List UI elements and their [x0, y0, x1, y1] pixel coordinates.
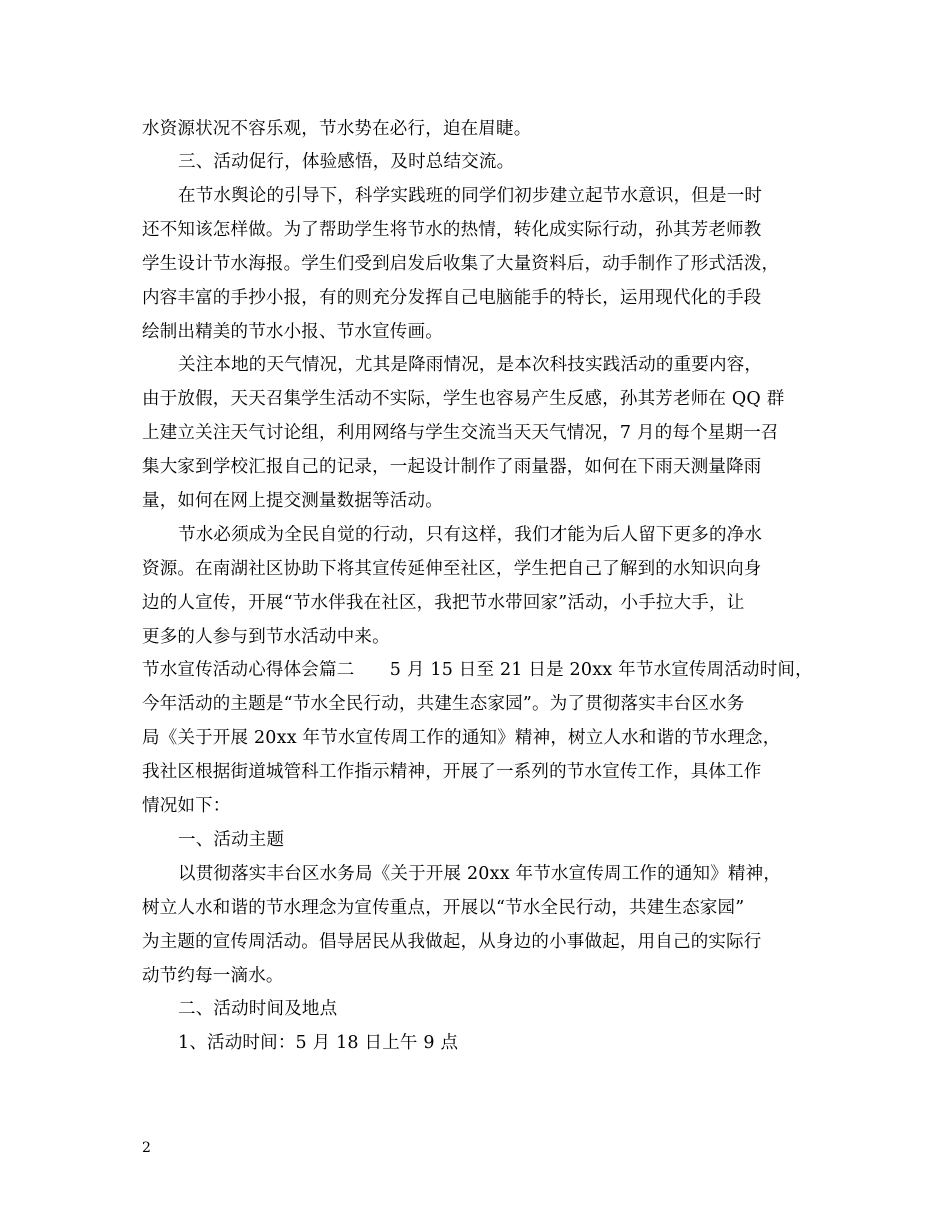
section-heading: 二、活动时间及地点 [178, 999, 338, 1019]
text-line: 树立人水和谐的节水理念为宣传重点，开展以“节水全民行动，共建生态家园” [142, 898, 745, 918]
text-line: 今年活动的主题是“节水全民行动，共建生态家园”。为了贯彻落实丰台区水务 [142, 694, 745, 714]
text-line: 资源。在南湖社区协助下将其宣传延伸至社区，学生把自己了解到的水知识向身 [142, 559, 762, 579]
text-line: 还不知该怎样做。为了帮助学生将节水的热情，转化成实际行动，孙其芳老师教 [142, 220, 762, 240]
text-line: 由于放假，天天召集学生活动不实际，学生也容易产生反感，孙其芳老师在 QQ 群 [142, 389, 785, 409]
text-line: 动节约每一滴水。 [142, 966, 284, 986]
text-line: 内容丰富的手抄小报，有的则充分发挥自己电脑能手的特长，运用现代化的手段 [142, 288, 762, 308]
text-line: 量，如何在网上提交测量数据等活动。 [142, 491, 443, 511]
text-line: 集大家到学校汇报自己的记录，一起设计制作了雨量器，如何在下雨天测量降雨 [142, 457, 762, 477]
page-number: 2 [142, 1140, 151, 1156]
text-line: 局《关于开展 20xx 年节水宣传周工作的通知》精神，树立人水和谐的节水理念， [142, 728, 781, 748]
text-line: 学生设计节水海报。学生们受到启发后收集了大量资料后，动手制作了形式活泼， [142, 254, 780, 274]
text-line: 情况如下： [142, 796, 231, 816]
text-line: 边的人宣传，开展“节水伴我在社区，我把节水带回家”活动，小手拉大手，让 [142, 593, 745, 613]
text-line: 水资源状况不容乐观，节水势在必行，迫在眉睫。 [142, 119, 532, 139]
text-line: 关注本地的天气情况，尤其是降雨情况，是本次科技实践活动的重要内容， [178, 355, 763, 375]
list-item: 1、活动时间：5 月 18 日上午 9 点 [178, 1033, 459, 1053]
text-line: 节水必须成为全民自觉的行动，只有这样，我们才能为后人留下更多的净水 [178, 525, 763, 545]
section-heading: 三、活动促行，体验感悟，及时总结交流。 [178, 152, 515, 172]
text-line: 更多的人参与到节水活动中来。 [142, 627, 390, 647]
section-heading: 一、活动主题 [178, 830, 285, 850]
text-line: 上建立关注天气讨论组，利用网络与学生交流当天天气情况，7 月的每个星期一召 [142, 423, 779, 443]
article-title-line: 节水宣传活动心得体会篇二 5 月 15 日至 21 日是 20xx 年节水宣传周活动时间， [142, 660, 813, 680]
text-line: 我社区根据街道城管科工作指示精神，开展了一系列的节水宣传工作，具体工作 [142, 762, 762, 782]
text-line: 以贯彻落实丰台区水务局《关于开展 20xx 年节水宣传周工作的通知》精神， [178, 864, 782, 884]
text-line: 为主题的宣传周活动。倡导居民从我做起，从身边的小事做起，用自己的实际行 [142, 932, 762, 952]
text-line: 在节水舆论的引导下，科学实践班的同学们初步建立起节水意识，但是一时 [178, 186, 763, 206]
text-line: 绘制出精美的节水小报、节水宣传画。 [142, 322, 443, 342]
